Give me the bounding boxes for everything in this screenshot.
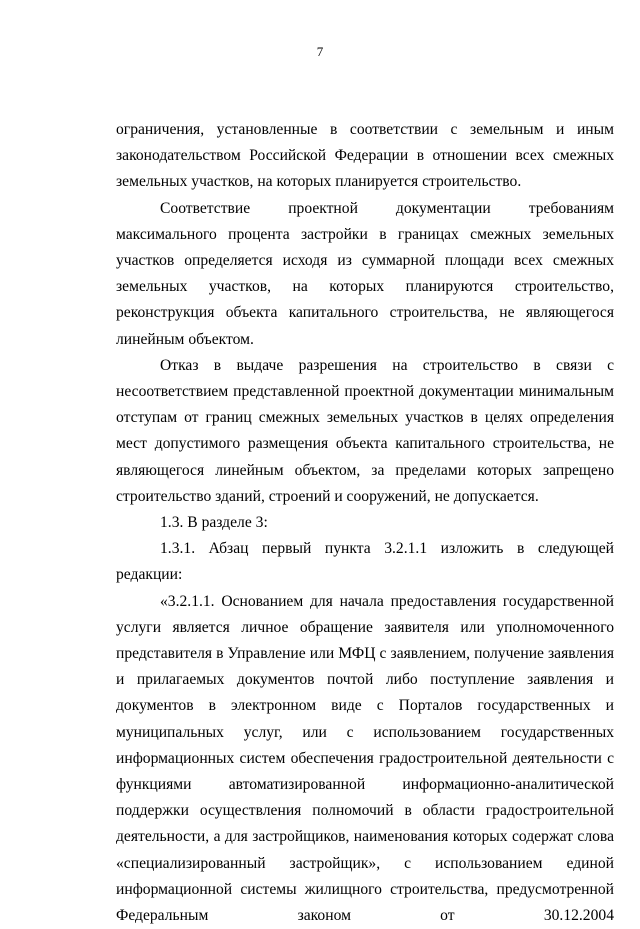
paragraph-4: 1.3. В разделе 3: <box>160 514 268 532</box>
paragraph-2: Соответствие проектной документации требованиям максимального процента застройки в границах смежных земельных участков определяется исходя из суммарной площади всех смежных земельных участков, на которых планируются строительство, реконструкция объекта капитального строительства, не являющегося линейным объектом. <box>116 199 614 348</box>
page-number: 7 <box>316 44 324 59</box>
paragraph-6: «3.2.1.1. Основанием для начала предоставления государственной услуги является личное обращение заявителя или уполномоченного представителя в Управление или МФЦ с заявлением, получение заявления и прилагаемых документов почтой либо поступление заявления и документов в электронном виде с Порталов государственных и муниципальных услуг, или с использованием государственных информационных систем обеспечения градостроительной деятельности с функциями автоматизированной информационно-аналитической поддержки осуществления полномочий в области градостроительной деятельности, а для застройщиков, наименования которых содержат слова «специализированный застройщик», с использованием единой информационной системы жилищного строительства, предусмотренной Федеральным законом от 30.12.2004 <box>116 592 614 925</box>
document-body <box>116 117 614 929</box>
paragraph-3: Отказ в выдаче разрешения на строительство в связи с несоответствием представленной проектной документации минимальным отступам от границ смежных земельных участков в целях определения мест допустимого размещения объекта капитального строительства, не являющегося линейным объектом, за пределами которых запрещено строительство зданий, строений и сооружений, не допускается. <box>116 356 614 505</box>
paragraph-5: 1.3.1. Абзац первый пункта 3.2.1.1 изложить в следующей редакции: <box>116 540 614 584</box>
paragraph-1: ограничения, установленные в соответствии с земельным и иным законодательством Российской Федерации в отношении всех смежных земельных участков, на которых планируется строительство. <box>116 121 614 191</box>
